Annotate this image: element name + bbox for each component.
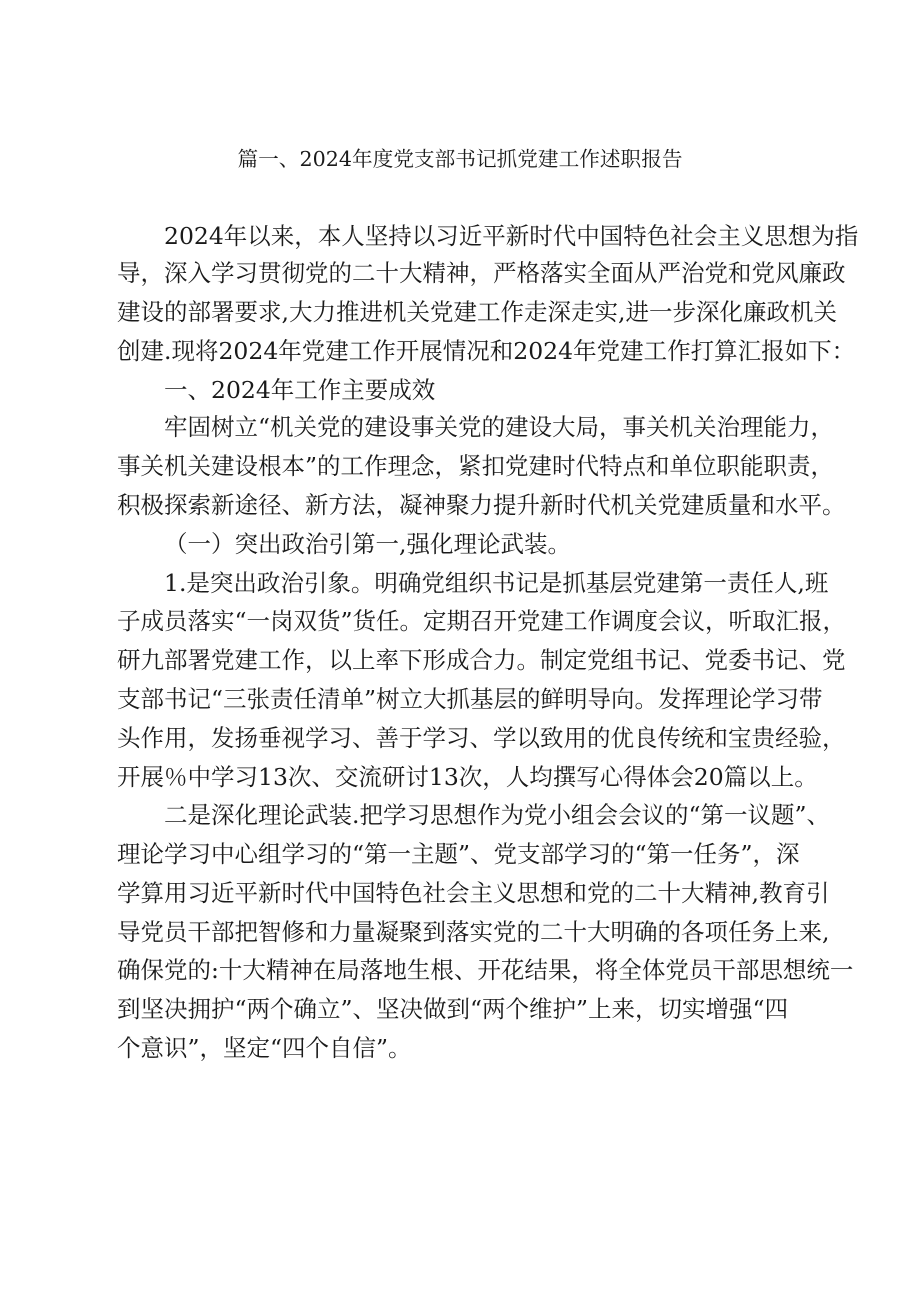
body-line: 确保党的:十大精神在局落地生根、开花结果，将全体党员干部思想统一	[117, 956, 854, 984]
body-line: 理论学习中心组学习的“第一主题”、党支部学习的“第一任务”，深	[117, 840, 800, 868]
body-line: 牢固树立“机关党的建设事关党的建设大局，事关机关治理能力，	[164, 413, 835, 441]
section-heading: 一、2024年工作主要成效	[164, 376, 436, 404]
body-line: 学算用习近平新时代中国特色社会主义思想和党的二十大精神,教育引	[117, 879, 830, 907]
body-line: 1.是突出政治引象。明确党组织书记是抓基层党建第一责任人,班	[164, 569, 829, 597]
body-line: 导，深入学习贯彻党的二十大精神，严格落实全面从严治党和党风廉政	[117, 259, 846, 287]
body-line: 建设的部署要求,大力推进机关党建工作走深走实,进一步深化廉政机关	[117, 298, 837, 326]
body-line: 积极探索新途径、新方法，凝神聚力提升新时代机关党建质量和水平。	[117, 491, 846, 519]
body-line: 事关机关建设根本”的工作理念，紧扣党建时代特点和单位职能职责，	[117, 452, 835, 480]
document-title: 篇一、2024年度党支部书记抓党建工作述职报告	[237, 147, 683, 171]
body-line: 研九部署党建工作，以上率下形成合力。制定党组书记、党委书记、党	[117, 646, 846, 674]
body-line: 2024年以来，本人坚持以习近平新时代中国特色社会主义思想为指	[164, 222, 859, 250]
body-line: 头作用，发扬垂视学习、善于学习、学以致用的优良传统和宝贵经验，	[117, 724, 846, 752]
body-line: 子成员落实“一岗双货”货任。定期召开党建工作调度会议，听取汇报，	[117, 607, 847, 635]
body-line: 二是深化理论武装.把学习思想作为党小组会会议的“第一议题”、	[164, 801, 830, 829]
subsection-heading: （一）突出政治引第一,强化理论武装。	[164, 530, 571, 558]
body-line: 到坚决拥护“两个确立”、坚决做到“两个维护”上来，切实增强“四	[117, 995, 789, 1023]
body-line: 个意识”，坚定“四个自信”。	[117, 1034, 412, 1062]
body-line: 创建.现将2024年党建工作开展情况和2024年党建工作打算汇报如下：	[117, 337, 856, 365]
body-line: 开展％中学习13次、交流研讨13次，人均撰写心得体会20篇以上。	[117, 763, 818, 791]
body-line: 支部书记“三张责任清单”树立大抓基层的鲜明导向。发挥理论学习带	[117, 685, 823, 713]
body-line: 导党员干部把智修和力量凝聚到落实党的二十大明确的各项任务上来,	[117, 918, 830, 946]
